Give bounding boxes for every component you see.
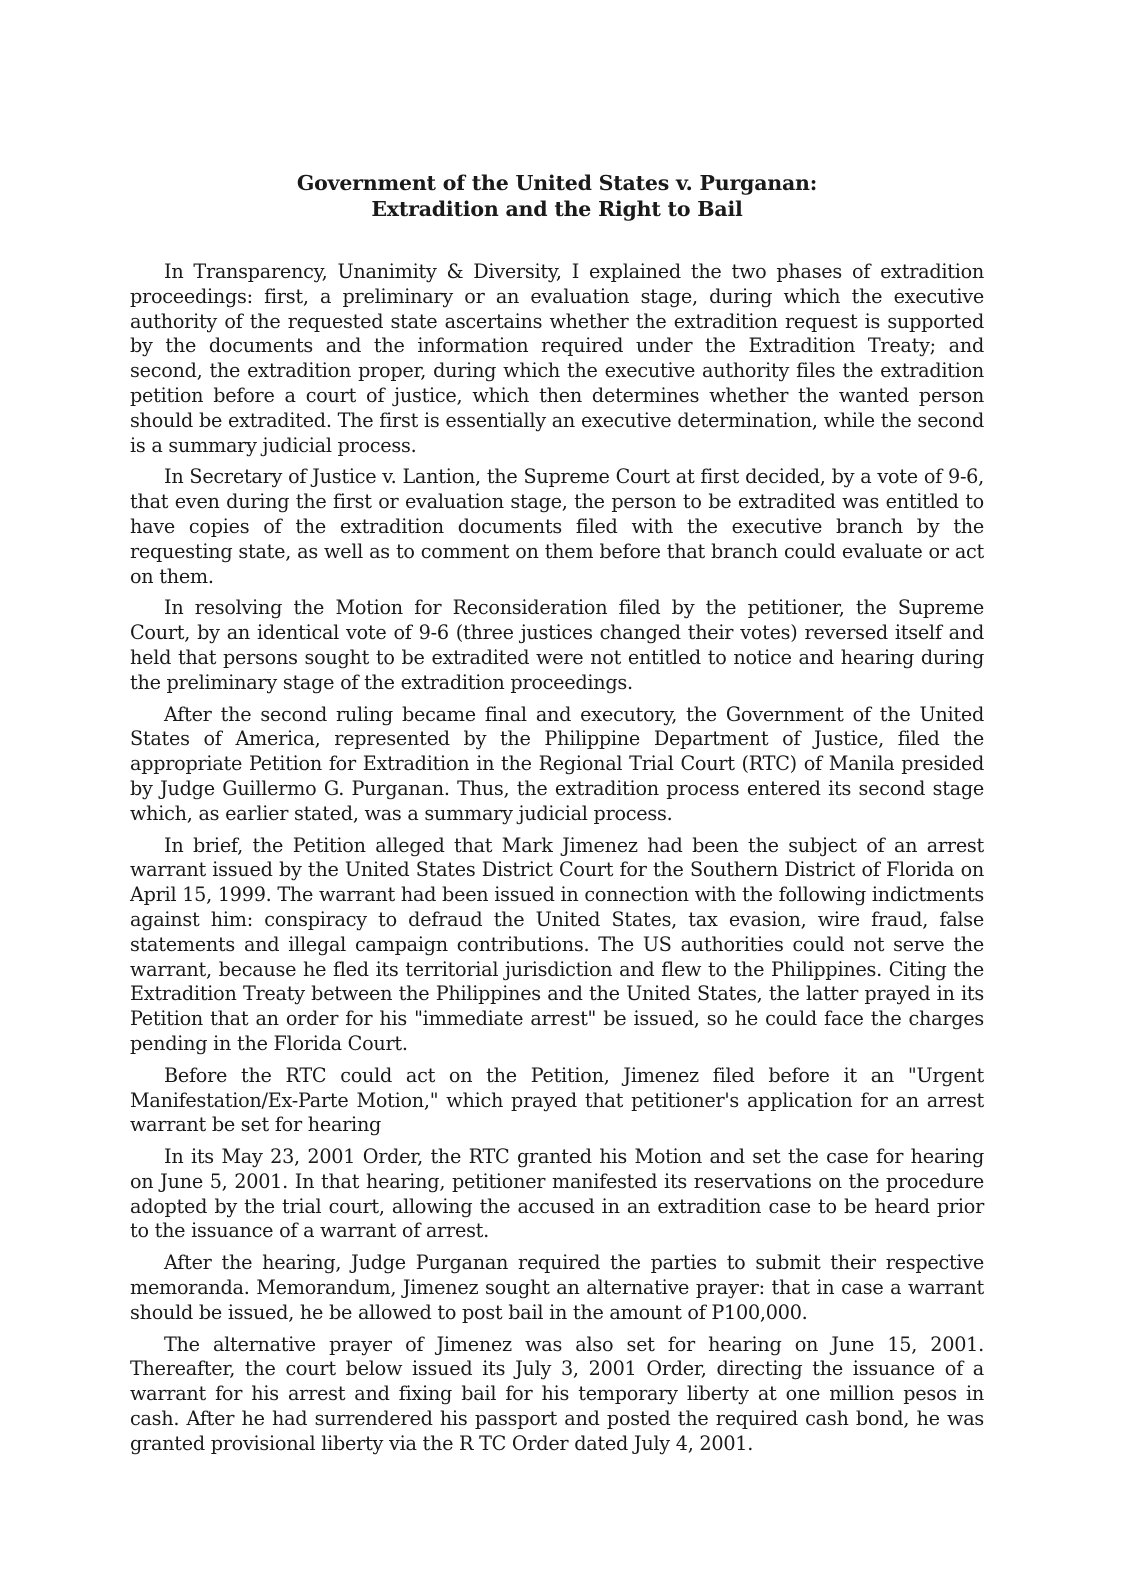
paragraph-7: In its May 23, 2001 Order, the RTC granted his Motion and set the case for hearing on June 5, 2001. In that hearing, petitioner manifested its reservations on the procedure adopted by the trial court, allowing the accused in an extradition case to be heard prior to the issuance of a warrant of arrest. [130, 1145, 984, 1243]
paragraph-2: In Secretary of Justice v. Lantion, the Supreme Court at first decided, by a vote of 9-6, that even during the first or evaluation stage, the person to be extradited was entitled to have copies of the extradition documents filed with the executive branch by the requesting state, as well as to comment on them before that branch could evaluate or act on them. [130, 465, 984, 588]
paragraph-9: The alternative prayer of Jimenez was also set for hearing on June 15, 2001. Thereafter, the court below issued its July 3, 2001 Order, directing the issuance of a warrant for his arrest and fixing bail for his temporary liberty at one million pesos in cash. After he had surrendered his passport and posted the required cash bond, he was granted provisional liberty via the R TC Order dated July 4, 2001. [130, 1332, 984, 1455]
paragraph-8: After the hearing, Judge Purganan required the parties to submit their respective memoranda. Memorandum, Jimenez sought an alternative prayer: that in case a warrant should be issued, he be allowed to post bail in the amount of P100,000. [130, 1251, 984, 1324]
title-line-1: Government of the United States v. Purganan: [296, 171, 818, 195]
document-title [130, 170, 984, 222]
title-line-2: Extradition and the Right to Bail [371, 197, 743, 221]
paragraph-6: Before the RTC could act on the Petition, Jimenez filed before it an "Urgent Manifestation/Ex-Parte Motion," which prayed that petitioner's application for an arrest warrant be set for hearing [130, 1063, 984, 1137]
paragraph-4: After the second ruling became final and executory, the Government of the United States of America, represented by the Philippine Department of Justice, filed the appropriate Petition for Extradition in the Regional Trial Court (RTC) of Manila presided by Judge Guillermo G. Purganan. Thus, the extradition process entered its second stage which, as earlier stated, was a summary judicial process. [130, 702, 984, 825]
paragraph-1: In Transparency, Unanimity & Diversity, I explained the two phases of extradition proceedings: first, a preliminary or an evaluation stage, during which the executive authority of the requested state ascertains whether the extradition request is supported by the documents and the information required under the Extradition Treaty; and second, the extradition proper, during which the executive authority files the extradition petition before a court of justice, which then determines whether the wanted person should be extradited. The first is essentially an executive determination, while the second is a summary judicial process. [130, 260, 984, 457]
paragraph-3: In resolving the Motion for Reconsideration filed by the petitioner, the Supreme Court, by an identical vote of 9-6 (three justices changed their votes) reversed itself and held that persons sought to be extradited were not entitled to notice and hearing during the preliminary stage of the extradition proceedings. [130, 596, 984, 694]
document-page [130, 170, 984, 1464]
paragraph-5: In brief, the Petition alleged that Mark Jimenez had been the subject of an arrest warrant issued by the United States District Court for the Southern District of Florida on April 15, 1999. The warrant had been issued in connection with the following indictments against him: conspiracy to defraud the United States, tax evasion, wire fraud, false statements and illegal campaign contributions. The US authorities could not serve the warrant, because he fled its territorial jurisdiction and flew to the Philippines. Citing the Extradition Treaty between the Philippines and the United States, the latter prayed in its Petition that an order for his "immediate arrest" be issued, so he could face the charges pending in the Florida Court. [130, 833, 984, 1055]
